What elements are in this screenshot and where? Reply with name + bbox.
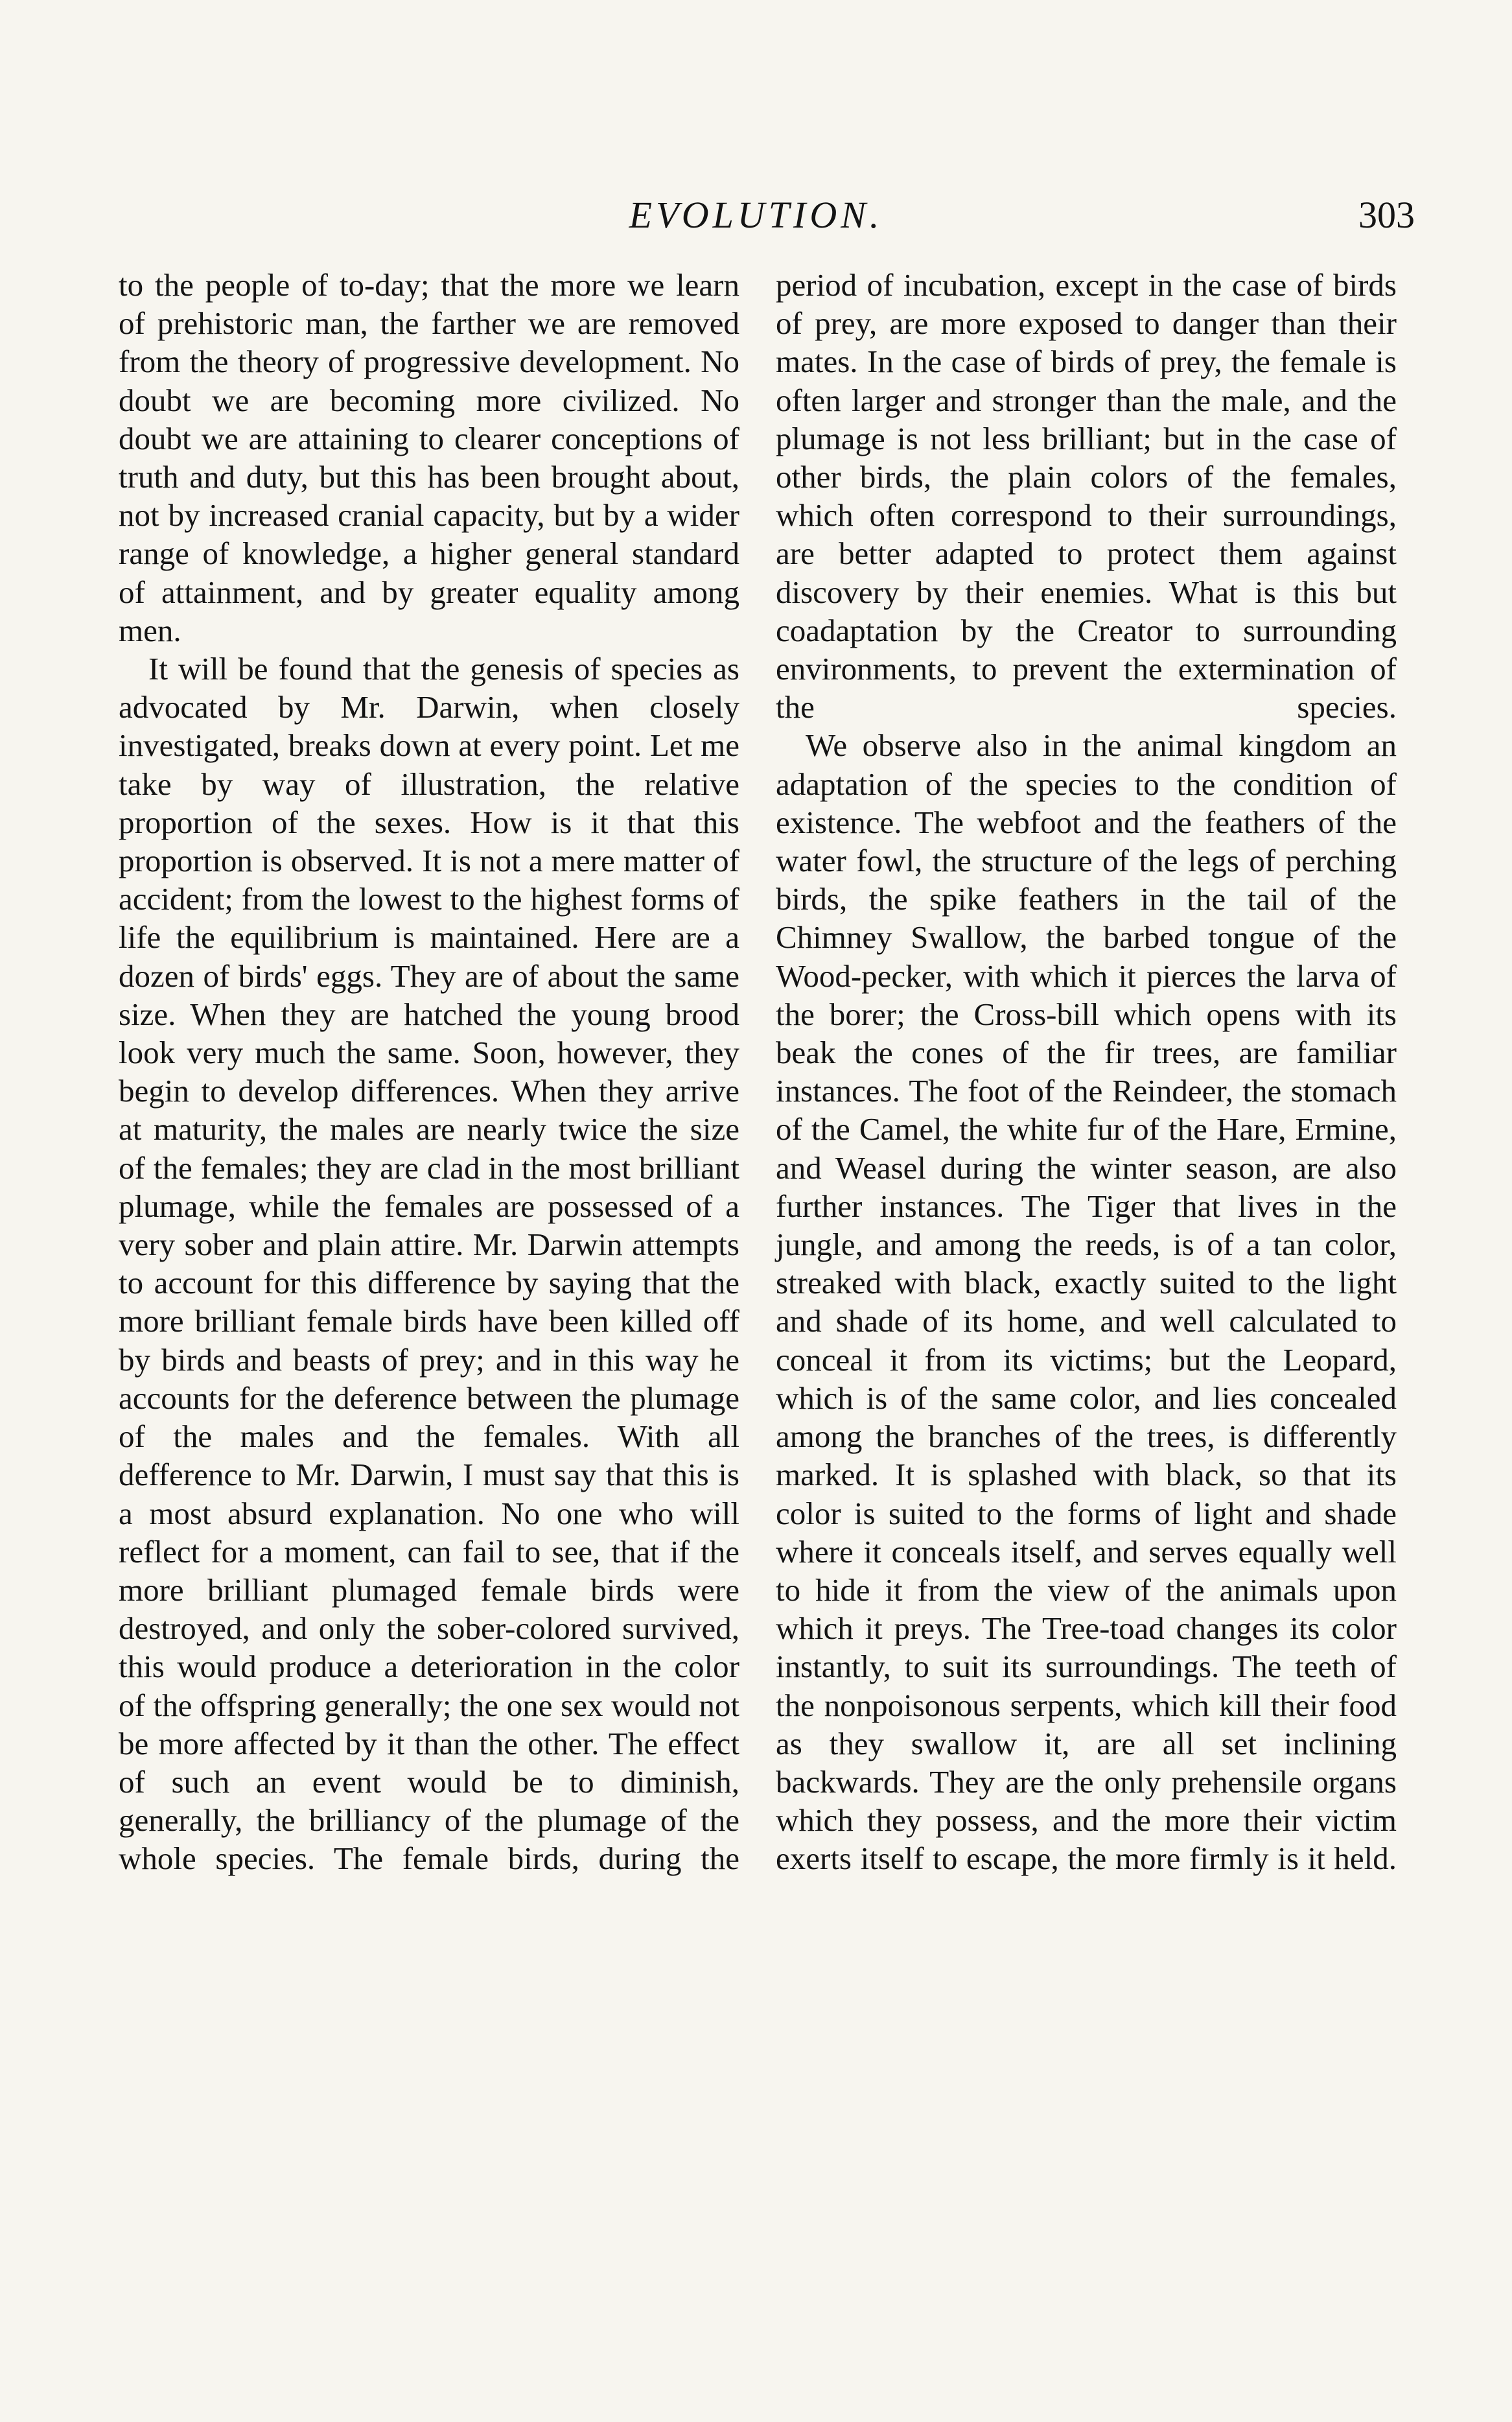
paragraph: We observe also in the animal kingdom an adaptation of the species to the condition of existence. The webfoot and the feathers of the water fowl, the structure of the legs of perching birds, the spike feathers in the tail of the Chimney Swallow, the barbed tongue of the Wood-pecker, with which it pierces the larva of the borer; the Cross-bill which opens with its beak the cones of the fir trees, are familiar instances. The foot of the Reindeer, the stomach of the Camel, the white fur of the Hare, Ermine, and Weasel during the winter season, are also further instances. The Tiger that lives in the jungle, and among the reeds, is of a tan color, streaked with black, exactly suited to the light and shade of its home, and well calculated to conceal it from its victims; but the Leopard, which is of the same color, and lies concealed among the branches of the trees, is differently marked. It is splashed with black, so that its color is suited to the forms of light and shade where it conceals itself, and serves equally well to hide it from the view of the animals upon which it preys. The Tree-toad changes its color instantly, to suit its surroundings. The teeth of the nonpoisonous serpents, which kill their food as they swallow it, are all set inclining backwards. They are the only prehensile organs which they possess, and the more their victim exerts itself to escape, the more firmly is it held.	[776, 727, 1397, 1877]
running-title: EVOLUTION.	[629, 194, 883, 236]
page-number: 303	[1358, 194, 1415, 236]
running-header	[0, 189, 1512, 241]
paragraph: period of incubation, except in the case of birds of prey, are more exposed to danger than their mates. In the case of birds of prey, the female is often larger and stronger than the male, and the plumage is not less brilliant; but in the case of other birds, the plain colors of the females, which often correspond to their surroundings, are better adapted to protect them against discovery by their enemies. What is this but coadaptation by the Creator to surrounding environments, to prevent the extermination of the species.	[776, 267, 1397, 725]
paragraph: It will be found that the genesis of species as advocated by Mr. Darwin, when closely investigated, breaks down at every point. Let me take by way of illustration, the relative proportion of the sexes. How is it that this proportion is observed. It is not a mere matter of accident; from the lowest to the highest forms of life the equilibrium is maintained. Here are a dozen of birds' eggs. They are of about the same size. When they are hatched the young brood look very much the same. Soon, however, they begin to develop differences. When they arrive at maturity, the males are nearly twice the size of the females; they are clad in the most brilliant plumage, while the females are possessed of a very sober and plain attire. Mr. Darwin attempts to account for this difference by saying that the more brilliant female birds have been killed off by birds and beasts of prey; and in this way he accounts for the deference between the plumage of the males and the females. With all defference to Mr. Darwin, I must say that this is a most absurd explanation. No one who will reflect for a moment, can fail to see, that if the more brilliant plumaged female birds were destroyed, and only the sober-colored survived, this would produce a deterioration in the color of the offspring generally; the one sex would not be more affected by it than the other. The effect of such an event would be to diminish, generally, the brilliancy of the plumage of the whole species. The female birds, during the	[119, 651, 739, 1877]
right-column	[776, 266, 1397, 1878]
left-column	[119, 266, 739, 1878]
paragraph: to the people of to-day; that the more we learn of prehistoric man, the farther we are removed from the theory of progressive development. No doubt we are becoming more civilized. No doubt we are attaining to clearer conceptions of truth and duty, but this has been brought about, not by increased cranial capacity, but by a wider range of knowledge, a higher general standard of attainment, and by greater equality among men.	[119, 267, 739, 648]
